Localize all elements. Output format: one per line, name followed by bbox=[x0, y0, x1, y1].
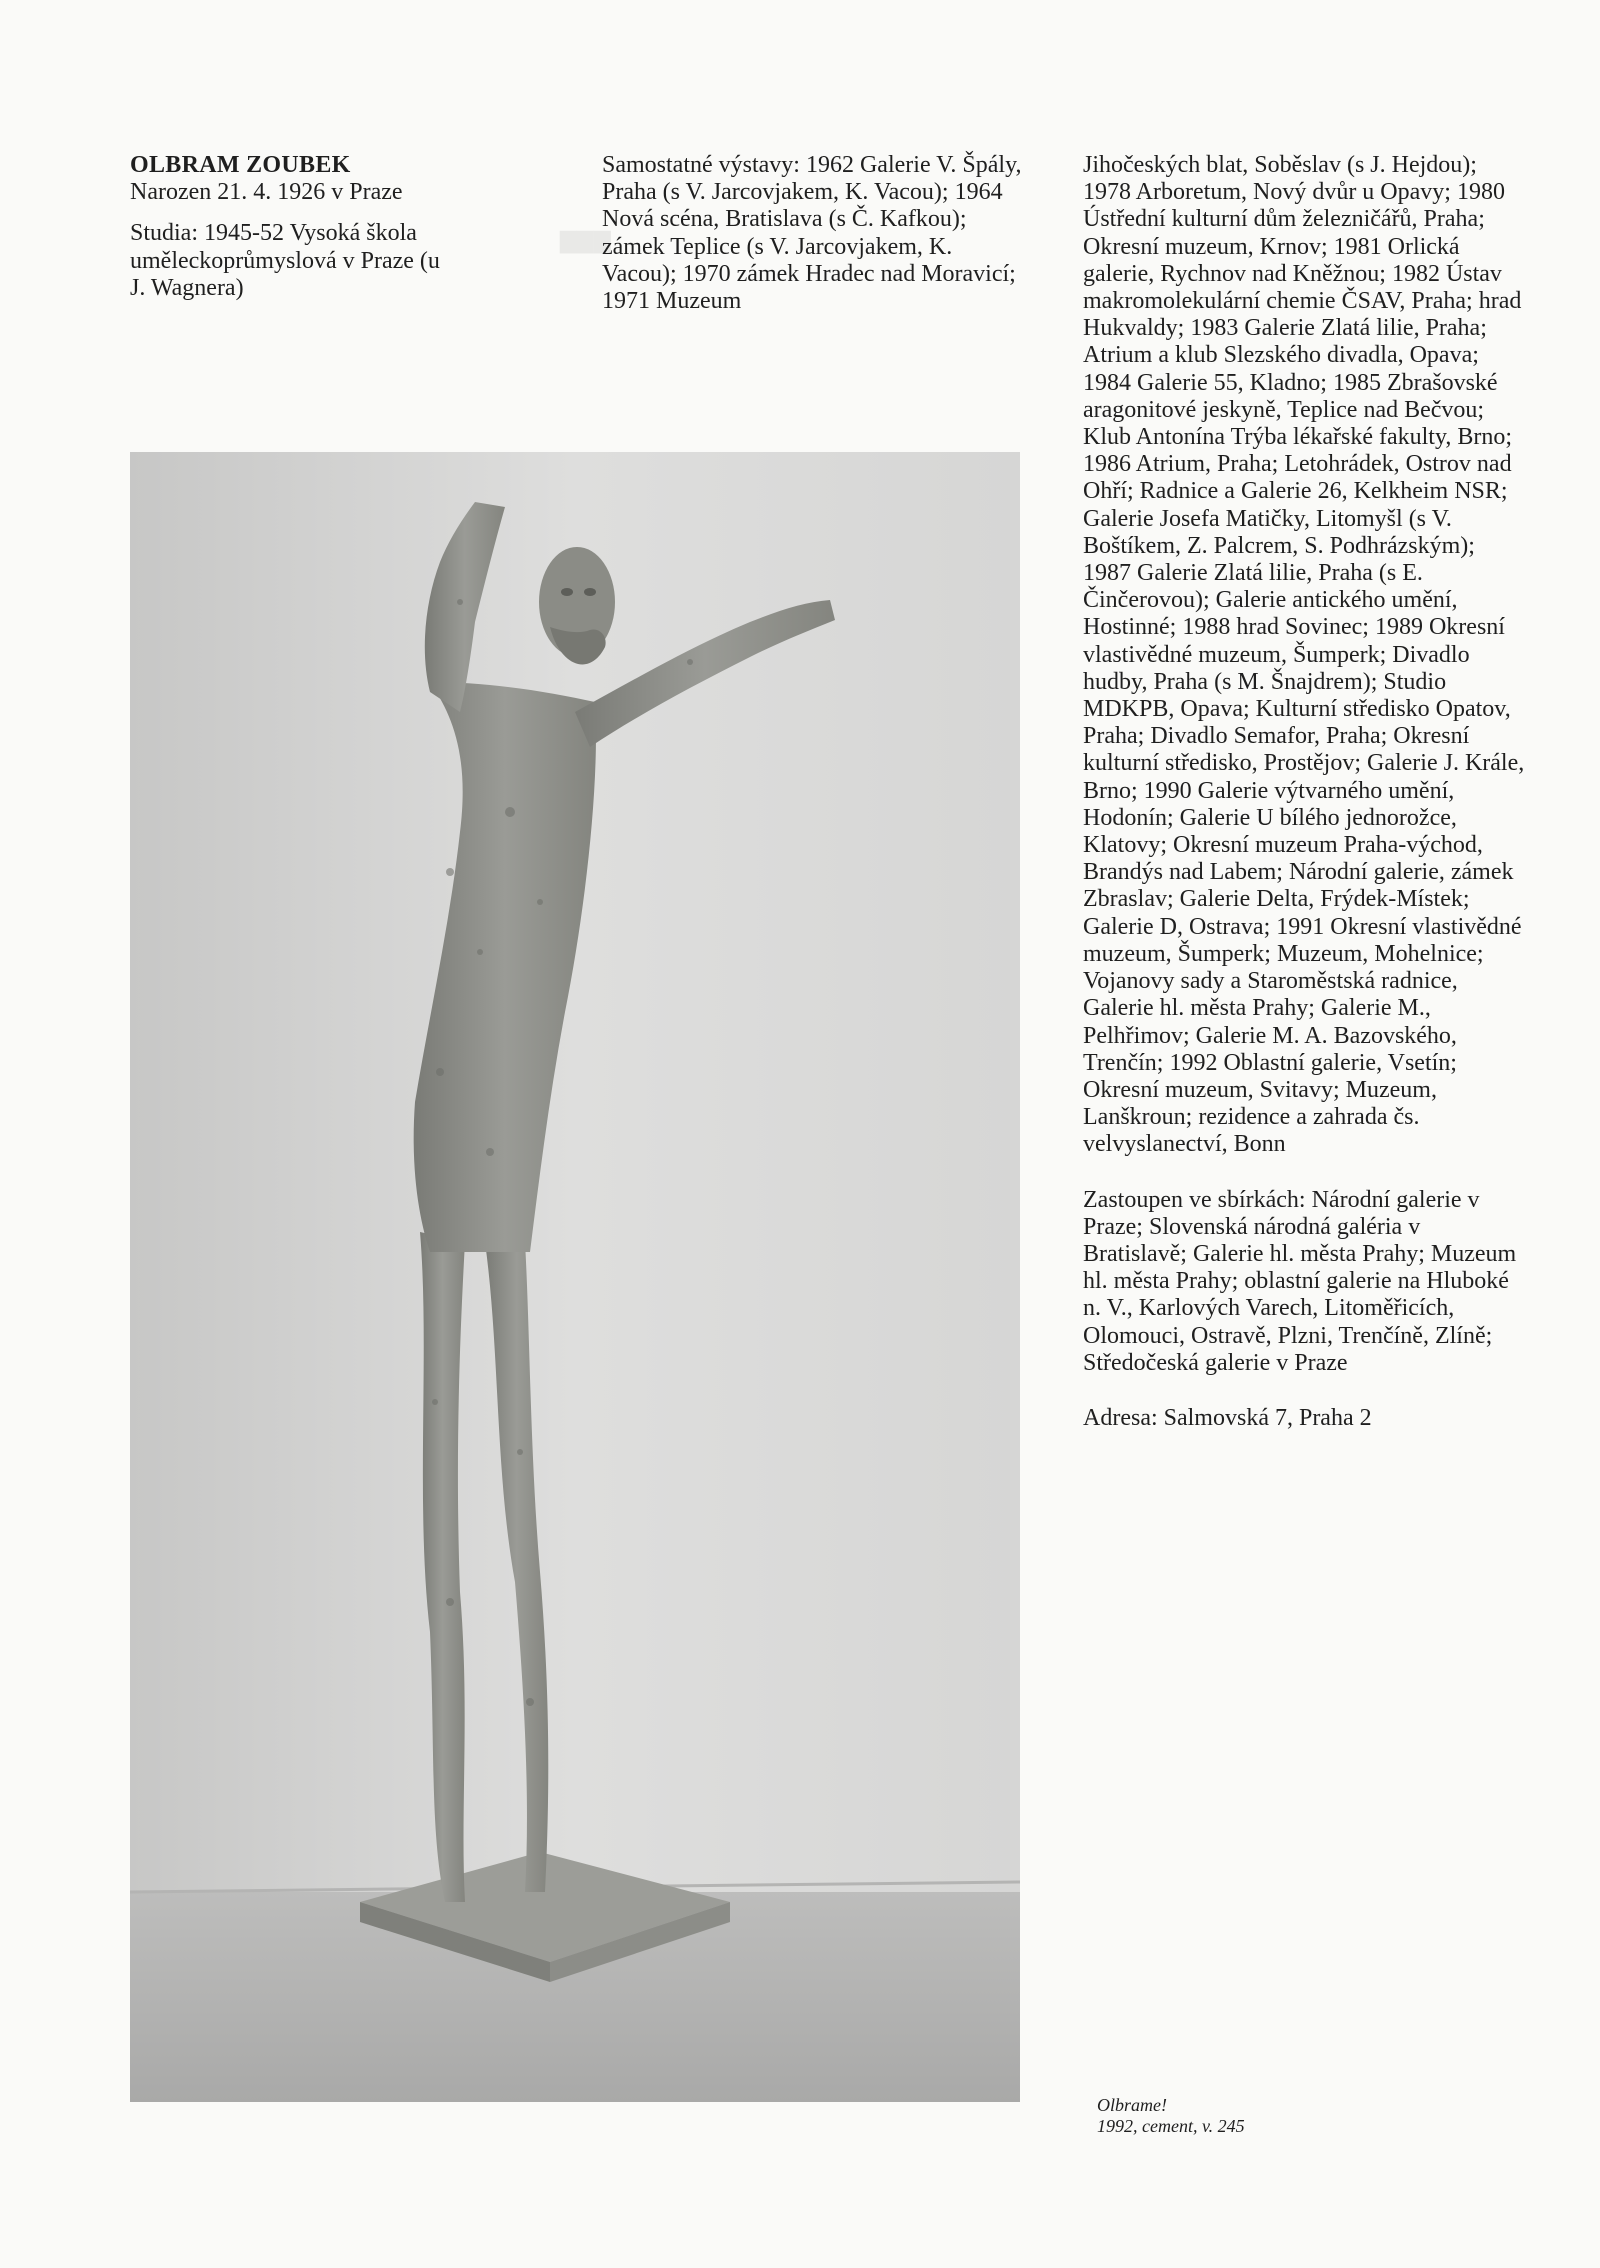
exhibitions-column bbox=[602, 152, 1022, 315]
exhibitions-text-start: Samostatné výstavy: 1962 Galerie V. Špály, Praha (s V. Jarcovjakem, K. Vacou); 1964 Nová scéna, Bratislava (s Č. Kafkou); zámek Teplice (s V. Jarcovjakem, K. Vacou); 1970 zámek Hradec nad Moravicí; 1971 Muzeum bbox=[602, 152, 1022, 315]
artist-bio-column bbox=[130, 152, 460, 302]
artwork-details: 1992, cement, v. 245 bbox=[1097, 2116, 1245, 2136]
exhibitions-text-continued: Jihočeských blat, Soběslav (s J. Hejdou); 1978 Arboretum, Nový dvůr u Opavy; 1980 Ústřední kulturní dům železničářů, Praha; Okresní muzeum, Krnov; 1981 Orlická galerie, Rychnov nad Kněžnou; 1982 Ústav makromolekulární chemie ČSAV, Praha; hrad Hukvaldy; 1983 Galerie Zlatá lilie, Praha; Atrium a klub Slezského divadla, Opava; 1984 Galerie 55, Kladno; 1985 Zbrašovské aragonitové jeskyně, Teplice nad Bečvou; Klub Antonína Trýba lékařské fakulty, Brno; 1986 Atrium, Praha; Letohrádek, Ostrov nad Ohří; Radnice a Galerie 26, Kelkheim NSR; Galerie Josefa Matičky, Litomyšl (s V. Boštíkem, Z. Palcrem, S. Podhrázským); 1987 Galerie Zlatá lilie, Praha (s E. Činčerovou); Galerie antického umění, Hostinné; 1988 hrad Sovinec; 1989 Okresní vlastivědné muzeum, Šumperk; Divadlo hudby, Praha (s M. Šnajdrem); Studio MDKPB, Opava; Kulturní středisko Opatov, Praha; Divadlo Semafor, Praha; Okresní kulturní středisko, Prostějov; Galerie J. Krále, Brno; 1990 Galerie výtvarného umění, Hodonín; Galerie U bílého jednorožce, Klatovy; Okresní muzeum Praha-východ, Brandýs nad Labem; Národní galerie, zámek Zbraslav; Galerie Delta, Frýdek-Místek; Galerie D, Ostrava; 1991 Okresní vlastivědné muzeum, Šumperk; Muzeum, Mohelnice; Vojanovy sady a Staroměstská radnice, Galerie hl. města Prahy; Galerie M., Pelhřimov; Galerie M. A. Bazovského, Trenčín; 1992 Oblastní galerie, Vsetín; Okresní muzeum, Svitavy; Muzeum, Lanškroun; rezidence a zahrada čs. velvyslanectví, Bonn bbox=[1083, 152, 1525, 1158]
exhibitions-continued-column bbox=[1083, 152, 1528, 1432]
sculpture-photograph bbox=[130, 452, 1020, 2102]
artwork-title: Olbrame! bbox=[1097, 2095, 1167, 2115]
artist-name: OLBRAM ZOUBEK bbox=[130, 152, 351, 178]
artist-studies: Studia: 1945-52 Vysoká škola uměleckoprůmyslová v Praze (u J. Wagnera) bbox=[130, 220, 440, 301]
collections-text: Zastoupen ve sbírkách: Národní galerie v Praze; Slovenská národná galéria v Bratislavě; Galerie hl. města Prahy; Muzeum hl. města Prahy; oblastní galerie na Hluboké n. V., Karlových Varech, Litoměřicích, Olomouci, Ostravě, Plzni, Trenčíně, Zlíně; Středočeská galerie v Praze bbox=[1083, 1186, 1517, 1376]
artist-birth: Narozen 21. 4. 1926 v Praze bbox=[130, 179, 403, 206]
address-text: Adresa: Salmovská 7, Praha 2 bbox=[1083, 1404, 1372, 1431]
show-through-text: ▇▇▇ bbox=[560, 228, 611, 253]
photo-caption bbox=[1097, 2095, 1347, 2137]
sculpture-image bbox=[130, 452, 1020, 2102]
